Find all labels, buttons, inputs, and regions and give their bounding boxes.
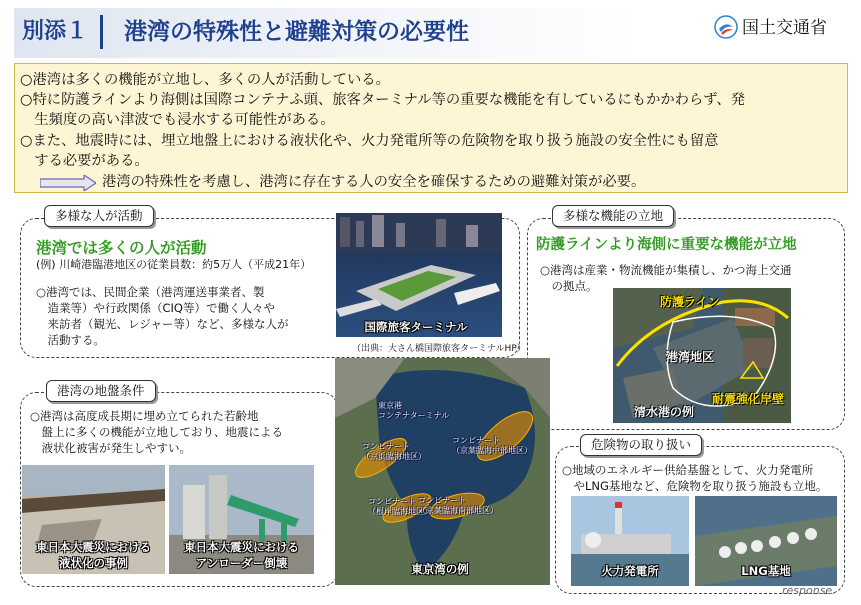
arrow-right-icon bbox=[40, 175, 96, 191]
page-title: 港湾の特殊性と避難対策の必要性 bbox=[124, 19, 469, 45]
liquefaction-photo-caption-line: 東日本大震災における bbox=[36, 540, 151, 554]
tokyo-bay-map bbox=[335, 358, 550, 585]
people-body-line: 来訪者（観光、レジャー等）など、多様な人が bbox=[36, 317, 289, 331]
mlit-swirl-icon bbox=[714, 15, 738, 39]
liquefaction-photo-caption-line: 液状化の事例 bbox=[59, 556, 128, 570]
summary-line: 生頻度の高い津波でも浸水する可能性がある。 bbox=[20, 112, 335, 128]
terminal-photo-source: （出典：大さん橋国際旅客ターミナルHP） bbox=[352, 344, 526, 354]
summary-conclusion: 港湾の特殊性を考慮し、港湾に存在する人の安全を確保するための避難対策が必要。 bbox=[102, 174, 646, 190]
bay-label-tokyo-port: 東京港 コンテナターミナル bbox=[378, 401, 450, 420]
ground-body-line: ○港湾は高度成長期に埋め立てられた若齢地 bbox=[30, 409, 259, 423]
attachment-label: 別添１ bbox=[22, 15, 103, 49]
panel-hazard-tag: 危険物の取り扱い bbox=[580, 434, 702, 456]
ground-body-line: 液状化被害が発生しやすい。 bbox=[30, 441, 191, 455]
summary-line: ○また、地震時には、埋立地盤上における液状化や、火力発電所等の危険物を取り扱う施設の安全性にも留意 bbox=[20, 133, 719, 149]
lng-base-caption: LNG基地 bbox=[741, 564, 791, 578]
terminal-photo-caption: 国際旅客ターミナル bbox=[364, 320, 468, 334]
people-body-line: 活動する。 bbox=[36, 333, 105, 347]
bay-label-keiyo-central: コンビナート （京葉臨海中部地区） bbox=[452, 436, 532, 455]
people-heading: 港湾では多くの人が活動 bbox=[36, 239, 207, 257]
ground-body-line: 盤上に多くの機能が立地しており、地震による bbox=[30, 425, 283, 439]
people-body-line: 造業等）や行政関係（CIQ等）で働く人々や bbox=[36, 301, 275, 315]
bay-label-keiyo-south: コンビナート （京葉臨海南部地区） bbox=[418, 496, 498, 515]
bay-label-negishi: コンビナート （根岸臨海地区） bbox=[368, 497, 432, 516]
bay-label-keihin: コンビナート （京浜臨海地区） bbox=[362, 442, 426, 461]
panel-people-tag: 多様な人が活動 bbox=[44, 205, 154, 227]
unloader-photo-caption-line: 東日本大震災における bbox=[184, 540, 299, 554]
summary-line: する必要がある。 bbox=[20, 153, 149, 169]
tokyo-bay-caption: 東京湾の例 bbox=[411, 562, 469, 576]
terminal-photo bbox=[336, 213, 502, 337]
people-body-line: ○港湾では、民間企業（港湾運送事業者、製 bbox=[36, 285, 265, 299]
hazard-body-line: ○地域のエネルギー供給基盤として、火力発電所 bbox=[562, 463, 814, 477]
unloader-photo-caption-line: アンローダー倒壊 bbox=[195, 556, 288, 570]
map-label-quake-wall: 耐震強化岸壁 bbox=[712, 392, 785, 406]
functions-heading: 防護ラインより海側に重要な機能が立地 bbox=[536, 237, 797, 253]
map-label-port-area: 港湾地区 bbox=[666, 350, 715, 364]
summary-line: ○特に防護ラインより海側は国際コンテナふ頭、旅客ターミナル等の重要な機能を有しているにもかかわらず、発 bbox=[20, 92, 746, 108]
people-example: (例) 川崎港臨港地区の従業員数：約5万人（平成21年） bbox=[36, 258, 312, 271]
functions-body-line: の拠点。 bbox=[540, 279, 598, 293]
panel-functions-tag: 多様な機能の立地 bbox=[552, 205, 674, 227]
hazard-body-line: やLNG基地など、危険物を取り扱う施設も立地。 bbox=[562, 479, 828, 493]
map-label-shimizu: 清水港の例 bbox=[634, 405, 695, 419]
functions-body-line: ○港湾は産業・物流機能が集積し、かつ海上交通 bbox=[540, 263, 792, 277]
map-label-protection-line: 防護ライン bbox=[660, 295, 720, 309]
summary-line: ○港湾は多くの機能が立地し、多くの人が活動している。 bbox=[20, 72, 390, 88]
power-plant-caption: 火力発電所 bbox=[601, 564, 659, 578]
org-name: 国土交通省 bbox=[742, 18, 827, 38]
watermark: response. bbox=[782, 584, 836, 597]
panel-ground-tag: 港湾の地盤条件 bbox=[46, 380, 156, 402]
